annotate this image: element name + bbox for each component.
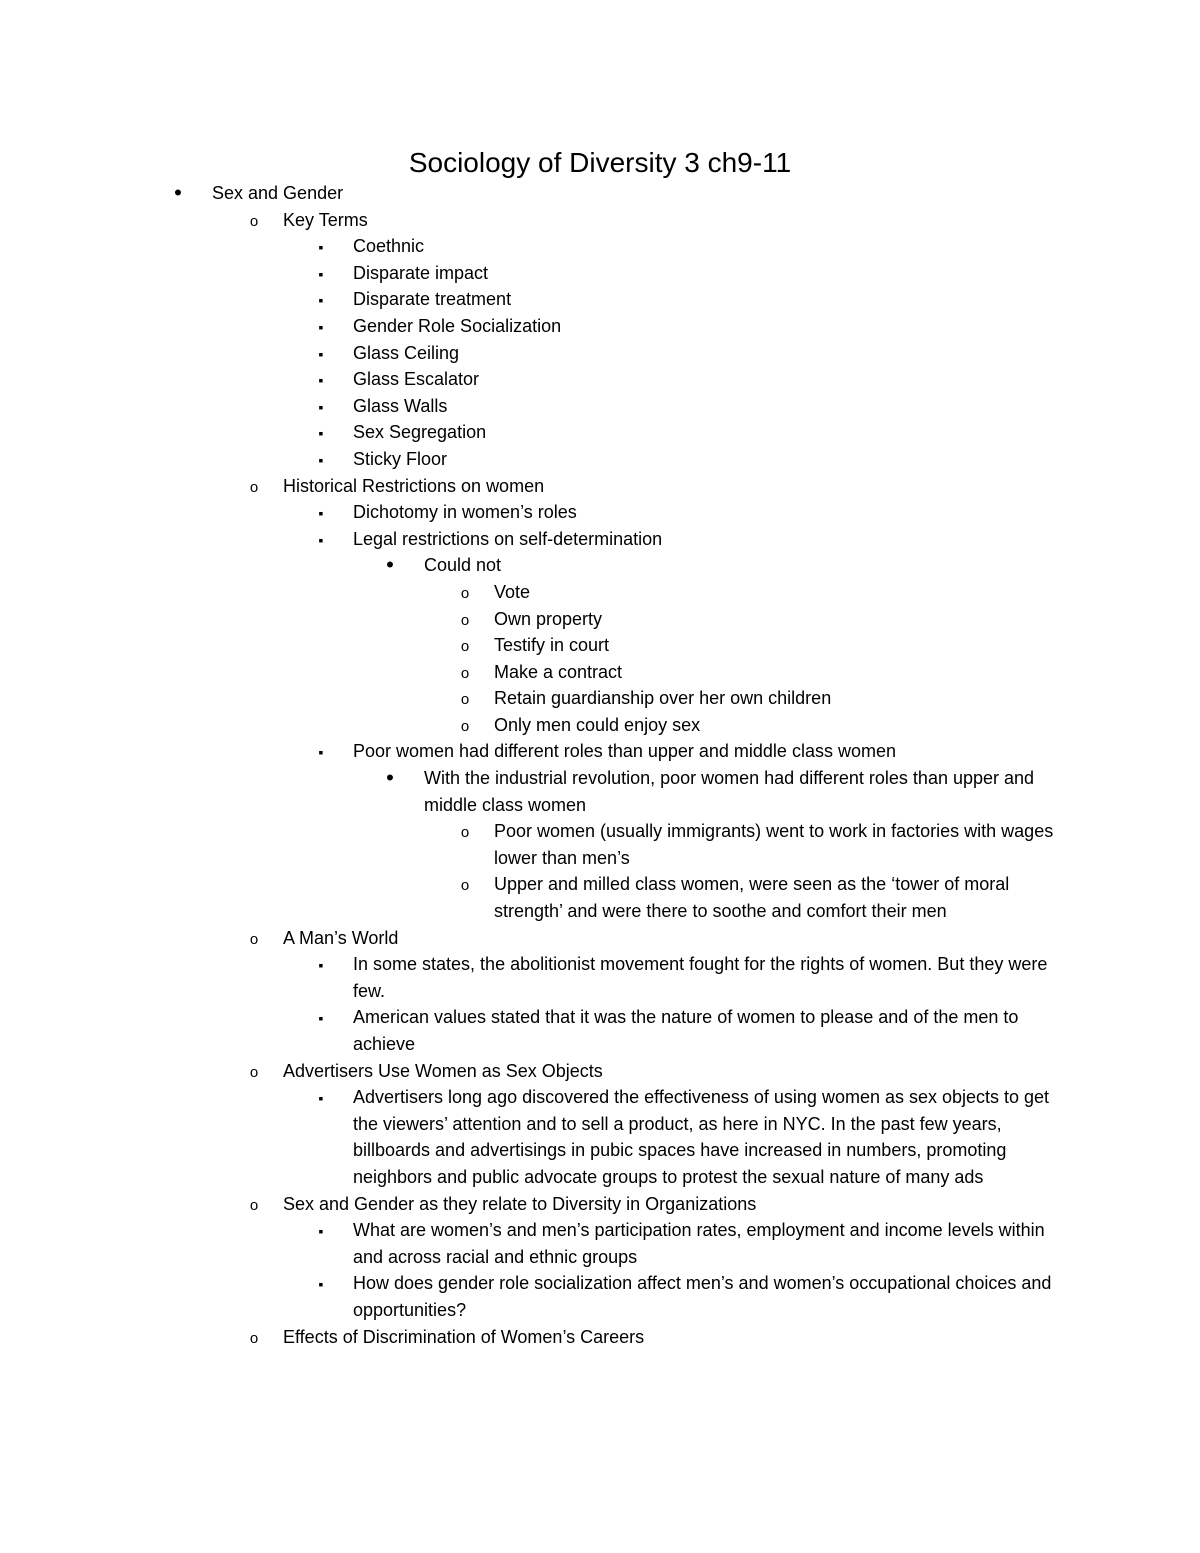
outline-item [0, 1217, 1200, 1270]
outline-item-text: Dichotomy in women’s roles [353, 502, 577, 523]
circle-bullet-icon [244, 473, 264, 502]
outline-item-text: Could not [424, 555, 502, 576]
outline-item-text: Effects of Discrimination of Women’s Careers [283, 1326, 645, 1347]
outline-item [0, 925, 1200, 952]
outline-item [0, 393, 1200, 420]
outline-item-text: Glass Ceiling [353, 342, 460, 363]
outline-item [0, 685, 1200, 712]
outline-item-text: Sex and Gender as they relate to Diversity in Organizations [283, 1193, 757, 1214]
outline-list [0, 180, 1200, 1350]
square-bullet-icon [311, 419, 331, 447]
outline-item [0, 659, 1200, 686]
disc-bullet-icon [380, 765, 400, 793]
outline-item-text: Vote [494, 581, 531, 602]
outline-item-text: Make a contract [494, 661, 623, 682]
outline-item [0, 260, 1200, 287]
outline-item [0, 712, 1200, 739]
outline-item [0, 180, 1200, 207]
outline-item-text: Advertisers Use Women as Sex Objects [283, 1060, 603, 1081]
outline-item [0, 1058, 1200, 1085]
outline-item [0, 951, 1200, 1004]
square-bullet-icon [311, 499, 331, 527]
outline-item-text: Only men could enjoy sex [494, 714, 701, 735]
outline-item [0, 366, 1200, 393]
circle-bullet-icon [455, 871, 475, 900]
outline-item-text: Historical Restrictions on women [283, 475, 545, 496]
circle-bullet-icon [244, 207, 264, 236]
outline-item-text: Upper and milled class women, were seen as the ‘tower of moral strength’ and were there to soothe and comfort their men [494, 874, 1010, 922]
outline-item [0, 1191, 1200, 1218]
square-bullet-icon [311, 1217, 331, 1245]
outline-item [0, 526, 1200, 553]
outline-item [0, 1270, 1200, 1323]
square-bullet-icon [311, 526, 331, 554]
circle-bullet-icon [455, 579, 475, 608]
disc-bullet-icon [380, 552, 400, 580]
square-bullet-icon [311, 1270, 331, 1298]
circle-bullet-icon [455, 818, 475, 847]
outline-item-text: With the industrial revolution, poor women had different roles than upper and middle class women [424, 768, 1035, 815]
circle-bullet-icon [455, 632, 475, 661]
outline-item [0, 313, 1200, 340]
outline-item [0, 499, 1200, 526]
outline-item [0, 1004, 1200, 1057]
square-bullet-icon [311, 393, 331, 421]
outline-item-text: Retain guardianship over her own children [494, 688, 832, 709]
outline-item [0, 818, 1200, 871]
outline-item-text: Sex Segregation [353, 422, 487, 443]
outline-item [0, 632, 1200, 659]
disc-bullet-icon [168, 180, 188, 208]
outline-item [0, 738, 1200, 765]
outline-item [0, 552, 1200, 579]
square-bullet-icon [311, 738, 331, 766]
outline-item-text: Glass Escalator [353, 369, 480, 390]
outline-item-text: Gender Role Socialization [353, 315, 562, 336]
circle-bullet-icon [244, 1324, 264, 1353]
outline-item-text: What are women’s and men’s participation rates, employment and income levels within and across racial and ethnic groups [353, 1220, 1045, 1267]
outline-item [0, 286, 1200, 313]
outline-item [0, 207, 1200, 234]
outline-item-text: A Man’s World [283, 927, 399, 948]
square-bullet-icon [311, 446, 331, 474]
outline-item-text: American values stated that it was the nature of women to please and of the men to achieve [353, 1007, 1019, 1054]
outline-item [0, 419, 1200, 446]
outline-item-text: Own property [494, 608, 603, 629]
circle-bullet-icon [455, 712, 475, 741]
outline-item-text: Testify in court [494, 635, 610, 656]
outline-item [0, 1084, 1200, 1190]
outline-item [0, 340, 1200, 367]
outline-item-text: Sex and Gender [212, 183, 344, 203]
page-title: Sociology of Diversity 3 ch9-11 [408, 147, 792, 178]
outline-item-text: In some states, the abolitionist movement fought for the rights of women. But they were few. [353, 954, 1048, 1001]
square-bullet-icon [311, 233, 331, 261]
outline-item-text: Glass Walls [353, 395, 448, 416]
outline-item-text: Poor women had different roles than upper and middle class women [353, 741, 896, 762]
circle-bullet-icon [244, 1058, 264, 1087]
outline-item [0, 473, 1200, 500]
outline-item [0, 446, 1200, 473]
square-bullet-icon [311, 951, 331, 979]
outline-item-text: Advertisers long ago discovered the effectiveness of using women as sex objects to get the viewers’ attention and to sell a product, as here in NYC. In the past few years, billboards and advertisings in pubic spaces have increased in numbers, promoting neighbors and public advocate groups to protest the sexual nature of many ads [353, 1087, 1050, 1187]
outline-item [0, 765, 1200, 818]
outline-item-text: Sticky Floor [353, 448, 448, 469]
square-bullet-icon [311, 260, 331, 288]
circle-bullet-icon [455, 606, 475, 635]
circle-bullet-icon [455, 659, 475, 688]
outline-item [0, 233, 1200, 260]
outline-item-text: Poor women (usually immigrants) went to work in factories with wages lower than men’s [494, 821, 1054, 868]
square-bullet-icon [311, 313, 331, 341]
circle-bullet-icon [455, 685, 475, 714]
outline-item [0, 606, 1200, 633]
circle-bullet-icon [244, 1191, 264, 1220]
square-bullet-icon [311, 340, 331, 368]
outline-item-text: Disparate impact [353, 262, 489, 283]
square-bullet-icon [311, 286, 331, 314]
outline-item-text: Disparate treatment [353, 289, 512, 310]
square-bullet-icon [311, 1004, 331, 1032]
outline-item [0, 579, 1200, 606]
square-bullet-icon [311, 1084, 331, 1112]
outline-item-text: Legal restrictions on self-determination [353, 528, 663, 549]
outline-item-text: How does gender role socialization affect men’s and women’s occupational choices and opportunities? [353, 1273, 1052, 1320]
square-bullet-icon [311, 366, 331, 394]
outline-item [0, 1324, 1200, 1351]
outline-item [0, 871, 1200, 924]
outline-item-text: Key Terms [283, 209, 368, 230]
outline-item-text: Coethnic [353, 236, 425, 257]
circle-bullet-icon [244, 925, 264, 954]
